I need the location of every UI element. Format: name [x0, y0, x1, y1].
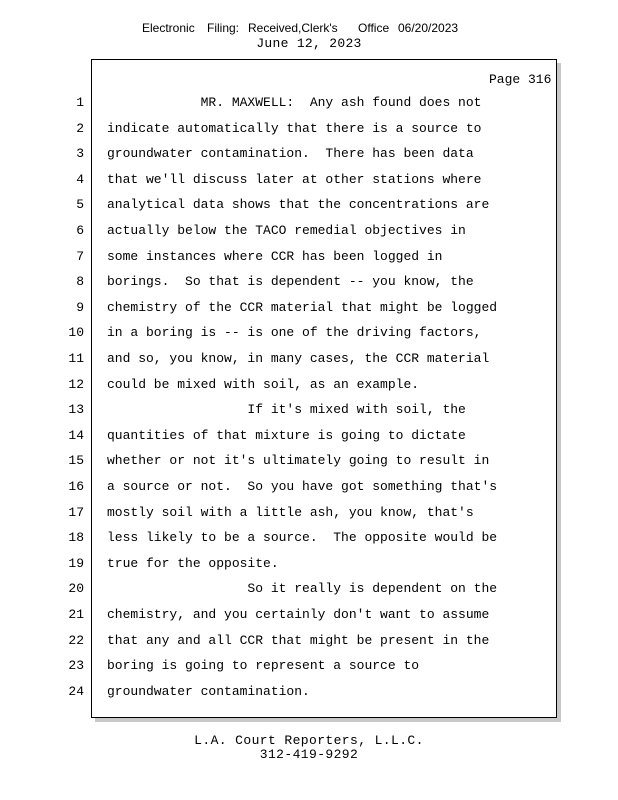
line-number: 3	[76, 146, 84, 161]
filing-date: 06/20/2023	[398, 21, 459, 35]
line-number: 21	[68, 607, 84, 622]
transcript-line: analytical data shows that the concentrations are	[107, 197, 490, 212]
hearing-date: June 12, 2023	[256, 36, 362, 51]
transcript-line: less likely to be a source. The opposite would be	[107, 530, 498, 545]
line-number: 20	[68, 581, 84, 596]
line-number: 24	[68, 684, 84, 699]
transcript-line: MR. MAXWELL: Any ash found does not	[107, 95, 482, 110]
transcript-line: true for the opposite.	[107, 556, 279, 571]
line-number: 16	[68, 479, 84, 494]
line-number: 12	[68, 377, 84, 392]
transcript-line: and so, you know, in many cases, the CCR material	[107, 351, 490, 366]
line-number: 8	[76, 274, 84, 289]
line-number: 13	[68, 402, 84, 417]
transcript-line: So it really is dependent on the	[107, 581, 498, 596]
page-number: Page 316	[489, 72, 552, 87]
reporter-company: L.A. Court Reporters, L.L.C.	[194, 733, 424, 748]
line-number: 1	[76, 95, 84, 110]
filing-type: Filing:	[207, 21, 240, 35]
transcript-line: whether or not it's ultimately going to result in	[107, 453, 490, 468]
line-number: 9	[76, 300, 84, 315]
reporter-phone: 312-419-9292	[259, 747, 359, 762]
line-number: 10	[68, 325, 84, 340]
line-number: 23	[68, 658, 84, 673]
line-number: 7	[76, 249, 84, 264]
filing-received: Received,Clerk's	[248, 21, 338, 35]
transcript-line: that we'll discuss later at other stations where	[107, 172, 482, 187]
line-number: 19	[68, 556, 84, 571]
line-number: 5	[76, 197, 84, 212]
line-number: 14	[68, 428, 84, 443]
line-number: 2	[76, 121, 84, 136]
line-number: 6	[76, 223, 84, 238]
filing-stamp	[0, 21, 618, 37]
transcript-line: groundwater contamination. There has been data	[107, 146, 474, 161]
transcript-line: some instances where CCR has been logged in	[107, 249, 443, 264]
line-number: 11	[68, 351, 84, 366]
line-number: 4	[76, 172, 84, 187]
line-number: 22	[68, 633, 84, 648]
transcript-line: chemistry of the CCR material that might be logged	[107, 300, 498, 315]
transcript-line: actually below the TACO remedial objectives in	[107, 223, 466, 238]
line-number: 17	[68, 505, 84, 520]
transcript-line: could be mixed with soil, as an example.	[107, 377, 420, 392]
line-number: 15	[68, 453, 84, 468]
transcript-line: chemistry, and you certainly don't want to assume	[107, 607, 490, 622]
transcript-line: groundwater contamination.	[107, 684, 310, 699]
transcript-line: mostly soil with a little ash, you know, that's	[107, 505, 474, 520]
transcript-line: in a boring is -- is one of the driving factors,	[107, 325, 482, 340]
filing-label: Electronic	[142, 21, 195, 35]
line-number: 18	[68, 530, 84, 545]
filing-office: Office	[358, 21, 390, 35]
transcript-line: boring is going to represent a source to	[107, 658, 420, 673]
transcript-line: quantities of that mixture is going to dictate	[107, 428, 466, 443]
transcript-line: a source or not. So you have got something that's	[107, 479, 498, 494]
transcript-line: If it's mixed with soil, the	[107, 402, 466, 417]
transcript-line: that any and all CCR that might be present in the	[107, 633, 490, 648]
transcript-line: indicate automatically that there is a source to	[107, 121, 482, 136]
transcript-line: borings. So that is dependent -- you know, the	[107, 274, 474, 289]
